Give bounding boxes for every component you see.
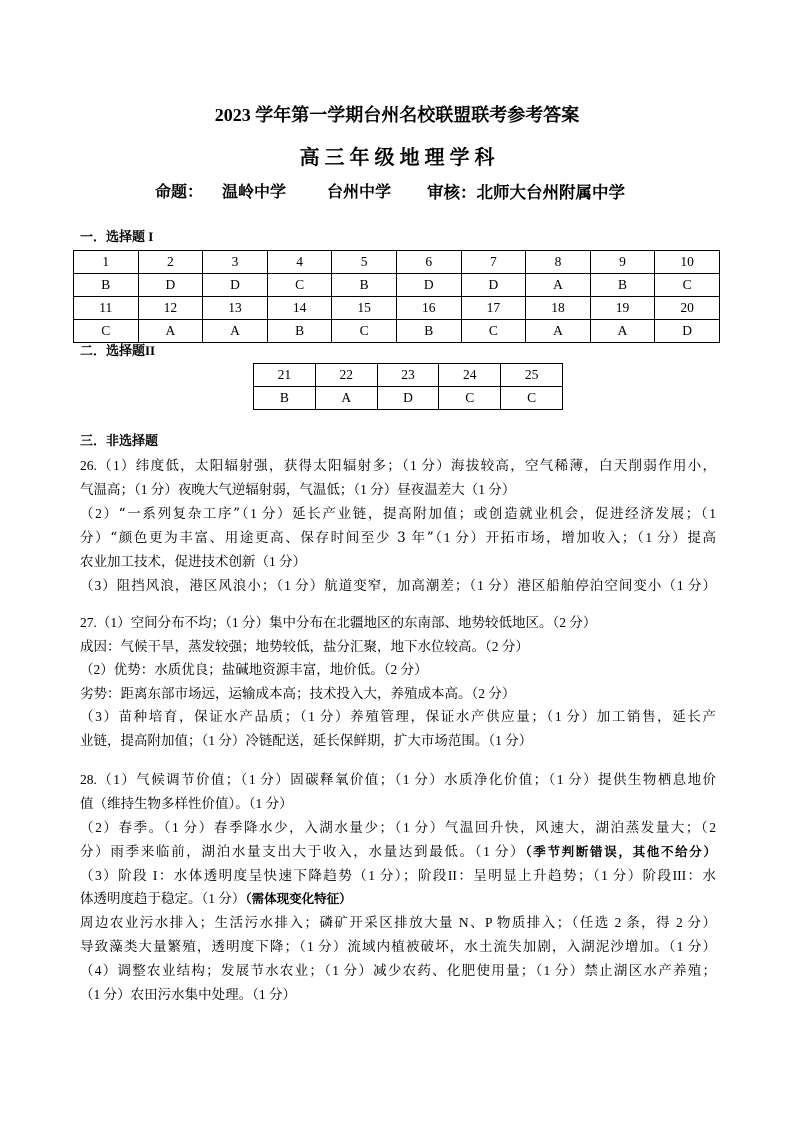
answer-cell: B [74,274,139,297]
question-number-cell: 24 [439,364,501,387]
answer-cell: C [267,274,332,297]
answer-line [80,502,716,526]
grading-note: （季节判断错误，其他不给分） [525,843,716,859]
setter-school-2: 台州中学 [327,184,392,201]
answer-cell: C [74,320,139,343]
question-number-cell: 22 [315,364,377,387]
question-number-cell: 5 [332,251,397,274]
quoted-text: “颜色更为丰富、用途更高、保存时间至少 3 年” [110,530,434,546]
answer-line: 农业加工技术，促进技术创新（1 分） [80,554,307,569]
question-28-answer [80,768,716,1007]
answer-cell: C [439,387,501,410]
answer-line: 28.（1）气候调节价值；（1 分）固碳释氧价值；（1 分）水质净化价值；（1 分）提供生物栖息地价 [80,772,716,787]
question-number-cell: 9 [590,251,655,274]
answer-cell: C [655,274,720,297]
table-row [74,274,720,297]
answer-line [80,526,716,550]
section-heading-choice-1: 一．选择题 I [80,229,154,244]
question-number-cell: 19 [590,297,655,320]
answer-line: 成因：气候干旱，蒸发较强；地势较低，盐分汇聚，地下水位较高。（2 分） [80,638,529,654]
answer-cell: D [377,387,439,410]
table-row [254,364,563,387]
answer-cell: C [501,387,563,410]
answer-cell: C [332,320,397,343]
answer-line: （4）调整农业结构；发展节水农业；（1 分）减少农药、化肥使用量；（1 分）禁止湖区水产养殖； [80,963,716,979]
quoted-text: “一系列复杂工序” [118,506,241,522]
answer-text: （1 分）延长产业链，提高附加值；或创造就业机会，促进经济发展；（1 [240,506,716,521]
question-number-cell: 13 [203,297,268,320]
answer-line: 值（维持生物多样性价值）。（1 分） [80,795,293,811]
answer-cell: A [526,274,591,297]
grading-note: （需体现变化特征） [245,891,352,907]
answer-cell: B [590,274,655,297]
document-title: 2023 学年第一学期台州名校联盟联考参考答案 [214,105,580,125]
answer-line: （3）阻挡风浪，港区风浪小；（1 分）航道变窄，加高潮差；（1 分）港区船舶停泊空间变小（1 分） [80,578,716,593]
answer-line: （2）春季。（1 分）春季降水少，入湖水量少；（1 分）气温回升快，风速大，湖泊蒸发量大；（2 [80,819,716,835]
answer-line: 周边农业污水排入；生活污水排入；磷矿开采区排放大量 N、P 物质排入；（任选 2 条，得 2 分） [80,915,716,931]
answer-line [80,840,716,864]
answer-cell: A [526,320,591,343]
answer-cell: D [203,274,268,297]
question-number-cell: 11 [74,297,139,320]
answer-table-1 [73,250,720,343]
answer-line: （2）优势：水质优良；盐碱地资源丰富，地价低。（2 分） [80,662,428,678]
table-row [74,251,720,274]
answer-text: 分） [80,530,111,545]
answer-cell: D [138,274,203,297]
answer-cell: B [396,320,461,343]
section-heading-free-response: 三．非选择题 [80,433,159,448]
answer-cell: A [590,320,655,343]
section-heading-choice-2: 二．选择题II [80,343,156,358]
question-26-answer [80,454,716,598]
question-number-cell: 2 [138,251,203,274]
question-number-cell: 1 [74,251,139,274]
answer-text: （1 分）开拓市场，增加收入；（1 分）提高 [433,530,716,545]
question-number-cell: 25 [501,364,563,387]
question-number-cell: 20 [655,297,720,320]
answer-text: 体透明度趋于稳定。（1 分） [80,891,246,907]
answer-text: （2） [80,506,119,521]
setter-school-1: 温岭中学 [222,184,287,201]
answer-cell: D [396,274,461,297]
answer-line: 气温高；（1 分）夜晚大气逆辐射弱，气温低；（1 分）昼夜温差大（1 分） [80,482,516,497]
table-row [74,297,720,320]
answer-cell: B [332,274,397,297]
answer-cell: A [203,320,268,343]
question-number-cell: 6 [396,251,461,274]
answer-line [80,887,716,911]
question-number-cell: 12 [138,297,203,320]
question-number-cell: 10 [655,251,720,274]
answer-line: 27.（1）空间分布不均；（1 分）集中分布在北疆地区的东南部、地势较低地区。（2 分） [80,615,597,630]
answer-line: 业链，提高附加值；（1 分）冷链配送，延长保鲜期，扩大市场范围。（1 分） [80,732,533,748]
question-number-cell: 4 [267,251,332,274]
question-number-cell: 18 [526,297,591,320]
table-row [74,320,720,343]
question-number-cell: 15 [332,297,397,320]
answer-cell: A [138,320,203,343]
answer-line: （1 分）农田污水集中处理。（1 分） [80,987,296,1003]
answer-line: （3）阶段 I：水体透明度呈快速下降趋势（1 分）；阶段II：呈明显上升趋势；（1 分）阶段III：水 [80,867,716,883]
answer-cell: D [461,274,526,297]
answer-cell: A [315,387,377,410]
table-row [254,387,563,410]
answer-table-2 [253,363,563,410]
question-number-cell: 8 [526,251,591,274]
question-27-answer [80,611,716,753]
answer-line: 导致藻类大量繁殖，透明度下降；（1 分）流域内植被破坏，水土流失加剧，入湖泥沙增加。（1 分） [80,939,716,955]
question-number-cell: 14 [267,297,332,320]
answer-cell: B [254,387,316,410]
setter-label: 命题： [155,184,204,201]
question-number-cell: 21 [254,364,316,387]
document-subtitle: 高三年级地理学科 [299,147,500,169]
answer-cell: B [267,320,332,343]
answer-cell: D [655,320,720,343]
answer-line: 26.（1）纬度低，太阳辐射强，获得太阳辐射多；（1 分）海拔较高，空气稀薄，白天削弱作用小， [80,458,716,473]
answer-line: （3）苗种培育，保证水产品质；（1 分）养殖管理，保证水产供应量；（1 分）加工销售，延长产 [80,709,716,725]
answer-text: 分）雨季来临前，湖泊水量支出大于收入，水量达到最低。（1 分） [80,843,526,859]
question-number-cell: 3 [203,251,268,274]
question-number-cell: 23 [377,364,439,387]
answer-cell: C [461,320,526,343]
question-number-cell: 16 [396,297,461,320]
reviewer: 审核：北师大台州附属中学 [427,183,625,202]
question-number-cell: 7 [461,251,526,274]
answer-line: 劣势：距离东部市场远，运输成本高；技术投入大，养殖成本高。（2 分） [80,685,516,701]
question-number-cell: 17 [461,297,526,320]
